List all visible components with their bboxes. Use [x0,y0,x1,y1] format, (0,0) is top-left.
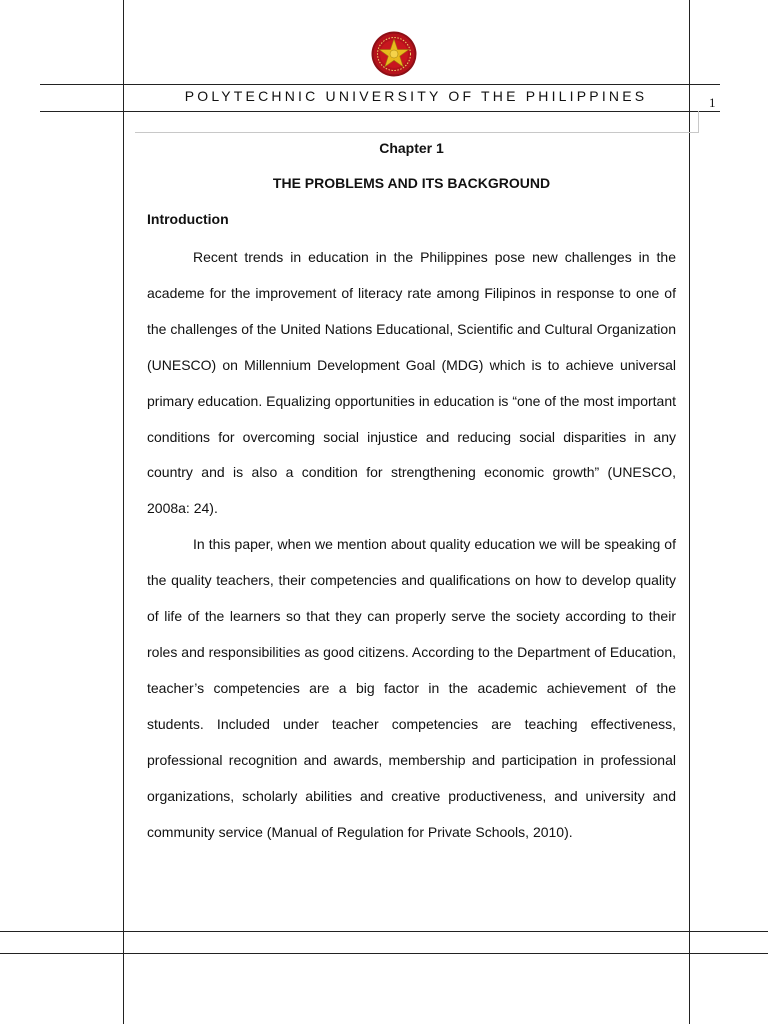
footer-bottom-line [0,953,768,954]
university-name-text: POLYTECHNIC UNIVERSITY OF THE PHILIPPINES [184,88,648,104]
paragraph: Recent trends in education in the Philippines pose new challenges in the academe for the improvement of literacy rate among Filipinos in response to one of the challenges of the United Nations Educational, Scientific and Cultural Organization (UNESCO) on Millennium Development Goal (MDG) which is to achieve universal primary education. Equalizing opportunities in education is “one of the most important conditions for overcoming social injustice and reducing social disparities in any country and is also a condition for strengthening economic growth” (UNESCO, 2008a: 24). [147,249,676,517]
paragraph: In this paper, when we mention about quality education we will be speaking of the quality teachers, their competencies and qualifications on how to develop quality of life of the learners so that they can properly serve the society according to their roles and responsibilities as good citizens. According to the Department of Education, teacher’s competencies are a big factor in the academic achievement of the students. Included under teacher competencies are teaching effectiveness, professional recognition and awards, membership and participation in professional organizations, scholarly abilities and creative productiveness, and university and community service (Manual of Regulation for Private Schools, 2010). [147,536,676,840]
chapter-label: Chapter 1 [379,140,444,156]
body-text [147,240,676,850]
header-top-line [40,84,720,85]
left-margin-line [123,0,124,1024]
university-seal-icon [371,31,417,77]
header-text-box-outline [135,111,699,133]
chapter-title: THE PROBLEMS AND ITS BACKGROUND [272,175,551,191]
university-name [0,88,768,104]
footer-top-line [0,931,768,932]
right-margin-line [689,0,690,1024]
page-number: 1 [709,95,716,110]
section-heading: Introduction [147,211,229,227]
